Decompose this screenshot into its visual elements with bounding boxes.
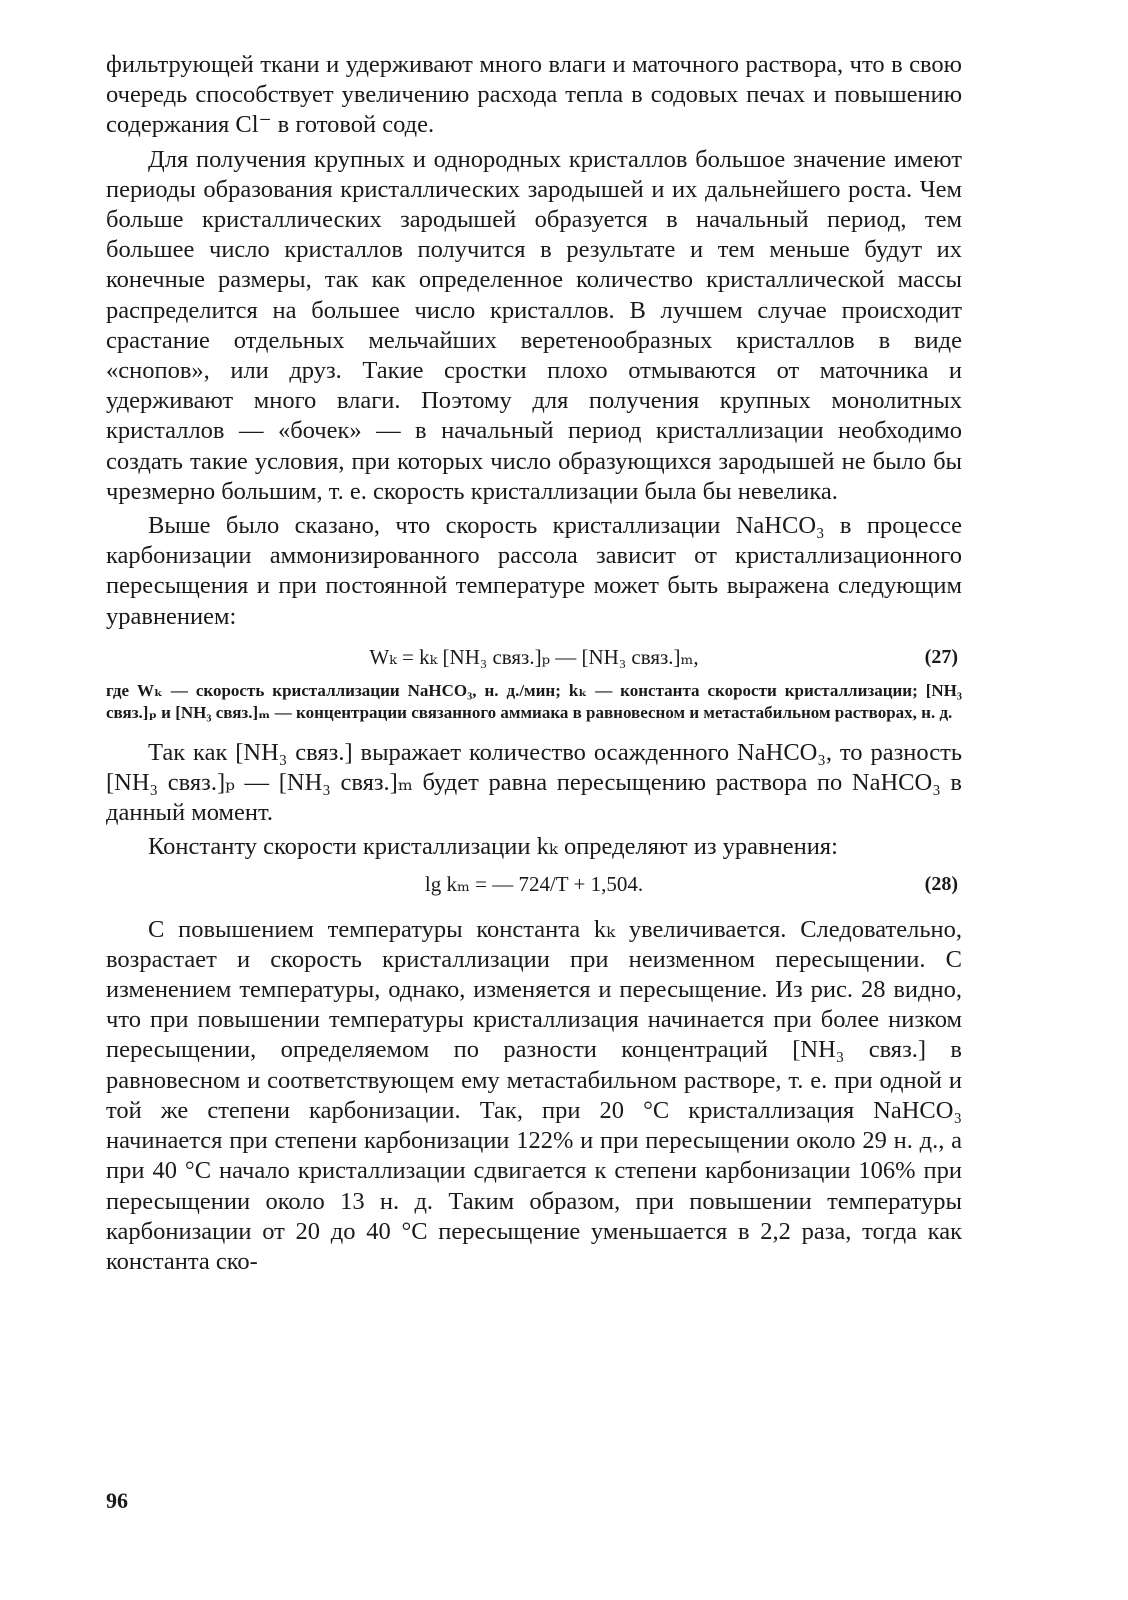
page-text [106, 50, 962, 1277]
paragraph-crystallization-rate: Выше было сказано, что скорость кристаллизации NaHCO₃ в процессе карбонизации аммонизированного рассола зависит от кристаллизационного пересыщения и при постоянной температуре может быть выражена следующим уравнением: [106, 512, 962, 630]
formula-28-expression: lg kₘ = — 724/T + 1,504. [424, 871, 644, 896]
formula-28-number: (28) [924, 872, 958, 895]
paragraph-supersaturation: Так как [NH₃ связ.] выражает количество осажденного NaHCO₃, то разность [NH₃ связ.]ₚ — [NH₃ связ.]ₘ будет равна пересыщению раствора по NaHCO₃ в данный момент. [106, 738, 962, 827]
page-number: 96 [106, 1488, 128, 1513]
formula-28 [106, 867, 962, 901]
paragraph-temperature-effect: С повышением температуры константа kₖ увеличивается. Следовательно, возрастает и скорость кристаллизации при неизменном пересыщении. С изменением температуры, однако, изменяется и пересыщение. Из рис. 28 видно, что при повышении температуры кристаллизация начинается при более низком пересыщении, определяемом по разности концентраций [NH₃ связ.] в равновесном и соответствующем ему метастабильном растворе, т. е. при одной и той же степени карбонизации. Так, при 20 °C кристаллизация NaHCO₃ начинается при степени карбонизации 122% и при пересыщении около 29 н. д., а при 40 °C начало кристаллизации сдвигается к степени карбонизации 106% при пересыщении около 13 н. д. Таким образом, при повышении температуры карбонизации от 20 до 40 °C пересыщение уменьшается в 2,2 раза, тогда как константа ско- [106, 915, 962, 1275]
formula-27 [106, 640, 962, 674]
paragraph-rate-constant: Константу скорости кристаллизации kₖ определяют из уравнения: [148, 833, 838, 861]
paragraph-crystal-size: Для получения крупных и однородных кристаллов большое значение имеют периоды образования кристаллических зародышей и их дальнейшего роста. Чем больше кристаллических зародышей образуется в начальный период, тем большее число кристаллов получится в результате и тем меньше будут их конечные размеры, так как определенное количество кристаллической массы распределится на большее число кристаллов. В лучшем случае происходит срастание отдельных мельчайших веретенообразных кристаллов в виде «снопов», или друз. Такие сростки плохо отмываются от маточника и удерживают много влаги. Поэтому для получения крупных монолитных кристаллов — «бочек» — в начальный период кристаллизации необходимо создать такие условия, при которых число образующихся зародышей не было бы чрезмерно большим, т. е. скорость кристаллизации была бы невелика. [106, 145, 962, 505]
formula-27-legend: где Wₖ — скорость кристаллизации NaHCO₃, н. д./мин; kₖ — константа скорости кристаллизации; [NH₃ связ.]ₚ и [NH₃ связ.]ₘ — концентрации связанного аммиака в равновесном и метастабильном растворах, н. д. [106, 680, 962, 722]
formula-27-number: (27) [924, 645, 958, 668]
paragraph-continuation: фильтрующей ткани и удерживают много влаги и маточного раствора, что в свою очередь способствует увеличению расхода тепла в содовых печах и повышению содержания Cl⁻ в готовой соде. [106, 51, 962, 139]
formula-27-expression: Wₖ = kₖ [NH₃ связ.]ₚ — [NH₃ связ.]ₘ, [369, 644, 699, 669]
